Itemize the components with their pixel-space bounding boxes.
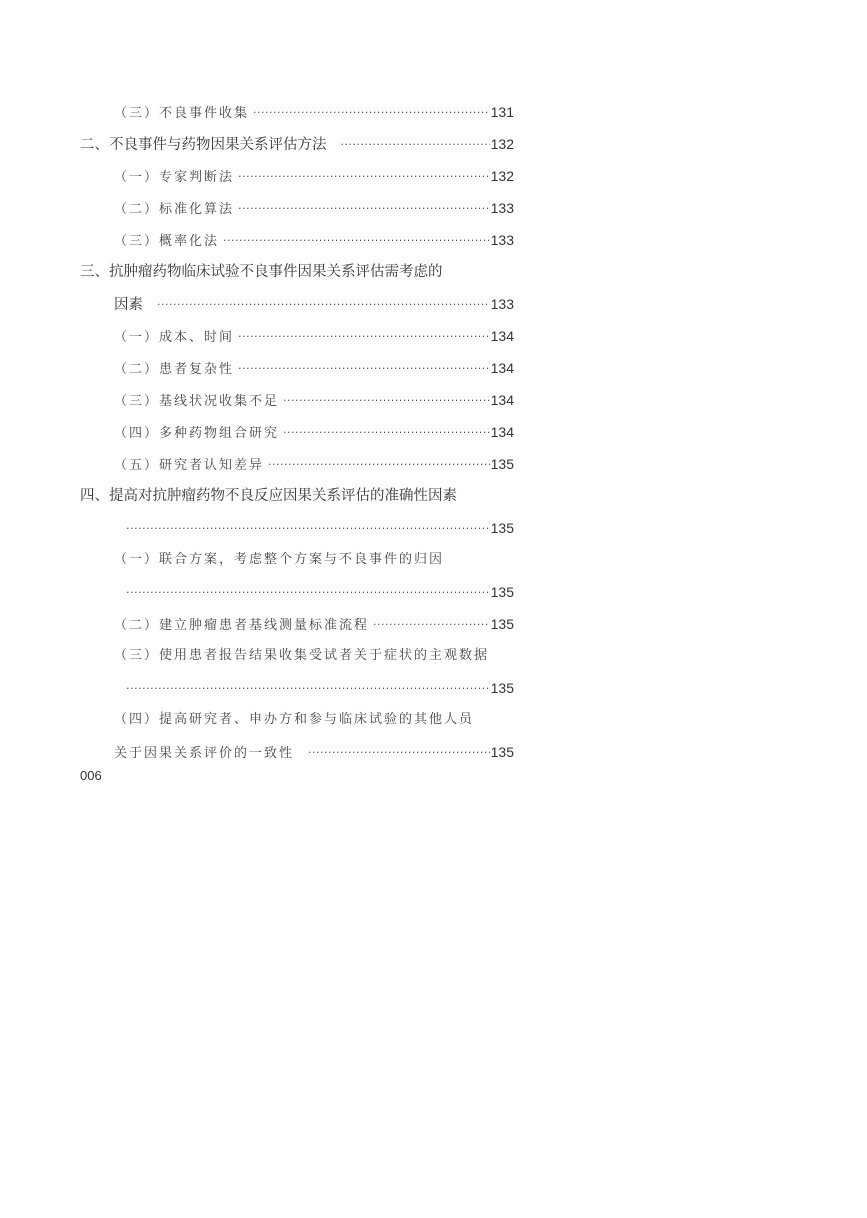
toc-entry[interactable] <box>80 160 514 192</box>
toc-entry-continuation[interactable] <box>80 672 514 704</box>
toc-entry[interactable] <box>80 192 514 224</box>
leader-dots <box>238 193 490 225</box>
toc-entry-title: （三）概率化法 <box>114 234 220 249</box>
leader-dots <box>283 385 490 417</box>
toc-page-number: 134 <box>490 392 514 408</box>
toc-entry-title: （二）标准化算法 <box>114 202 235 217</box>
toc-page-number: 131 <box>490 104 514 120</box>
toc-page-number: 133 <box>490 200 514 216</box>
toc-entry[interactable] <box>80 384 514 416</box>
toc-entry-title: （三）不良事件收集 <box>114 106 250 121</box>
toc-entry-title: （一）联合方案，考虑整个方案与不良事件的归因 <box>114 552 445 567</box>
toc-page-number: 132 <box>490 168 514 184</box>
toc-page-number: 134 <box>490 360 514 376</box>
toc-page-number: 133 <box>490 296 514 312</box>
toc-entry[interactable] <box>80 320 514 352</box>
leader-dots <box>341 129 490 161</box>
toc-entry[interactable] <box>80 256 514 288</box>
leader-dots <box>238 161 490 193</box>
toc-page-number: 135 <box>490 456 514 472</box>
toc-entry[interactable] <box>80 352 514 384</box>
toc-entry[interactable] <box>80 608 514 640</box>
toc-entry-title: （三）使用患者报告结果收集受试者关于症状的主观数据 <box>114 648 490 663</box>
toc-entry[interactable] <box>80 480 514 512</box>
toc-entry-continuation[interactable] <box>80 576 514 608</box>
toc-entry[interactable] <box>80 544 514 576</box>
toc-entry[interactable] <box>80 416 514 448</box>
toc-entry-title: 因素 <box>114 297 143 313</box>
toc-entry-title: 关于因果关系评价的一致性 <box>114 746 295 761</box>
leader-dots <box>308 737 490 769</box>
toc-page-number: 135 <box>490 680 514 696</box>
toc-entry[interactable] <box>80 704 514 736</box>
toc-entry-title: （二）患者复杂性 <box>114 362 235 377</box>
toc-entry-title: （四）提高研究者、申办方和参与临床试验的其他人员 <box>114 712 475 727</box>
leader-dots <box>157 289 490 321</box>
leader-dots <box>238 353 490 385</box>
leader-dots <box>373 609 490 641</box>
leader-dots <box>223 225 490 257</box>
toc-entry[interactable] <box>80 96 514 128</box>
table-of-contents <box>80 96 514 768</box>
toc-entry-title: （二）建立肿瘤患者基线测量标准流程 <box>114 618 370 633</box>
toc-entry-title: （五）研究者认知差异 <box>114 458 265 473</box>
toc-entry-title: 四、提高对抗肿瘤药物不良反应因果关系评估的准确性因素 <box>80 488 457 504</box>
toc-entry-title: 三、抗肿瘤药物临床试验不良事件因果关系评估需考虑的 <box>80 264 443 280</box>
toc-entry[interactable] <box>80 448 514 480</box>
toc-entry[interactable] <box>80 640 514 672</box>
leader-dots <box>283 417 490 449</box>
leader-dots <box>268 449 490 481</box>
toc-entry-continuation[interactable] <box>80 736 514 768</box>
leader-dots <box>238 321 490 353</box>
page-folio: 006 <box>80 768 102 783</box>
leader-dots <box>126 577 490 609</box>
toc-entry[interactable] <box>80 224 514 256</box>
toc-entry-continuation[interactable] <box>80 512 514 544</box>
leader-dots <box>126 513 490 545</box>
toc-page-number: 135 <box>490 520 514 536</box>
toc-page-number: 135 <box>490 584 514 600</box>
toc-page-number: 134 <box>490 328 514 344</box>
toc-entry-title: （一）成本、时间 <box>114 330 235 345</box>
toc-entry-title: 二、不良事件与药物因果关系评估方法 <box>80 137 327 153</box>
toc-page-number: 133 <box>490 232 514 248</box>
leader-dots <box>253 97 490 129</box>
toc-entry-continuation[interactable] <box>80 288 514 320</box>
toc-entry-title: （一）专家判断法 <box>114 170 235 185</box>
toc-page-number: 134 <box>490 424 514 440</box>
toc-page-number: 132 <box>490 136 514 152</box>
toc-page-number: 135 <box>490 616 514 632</box>
toc-page-number: 135 <box>490 744 514 760</box>
leader-dots <box>126 673 490 705</box>
toc-entry-title: （三）基线状况收集不足 <box>114 394 280 409</box>
toc-entry-title: （四）多种药物组合研究 <box>114 426 280 441</box>
toc-entry[interactable] <box>80 128 514 160</box>
